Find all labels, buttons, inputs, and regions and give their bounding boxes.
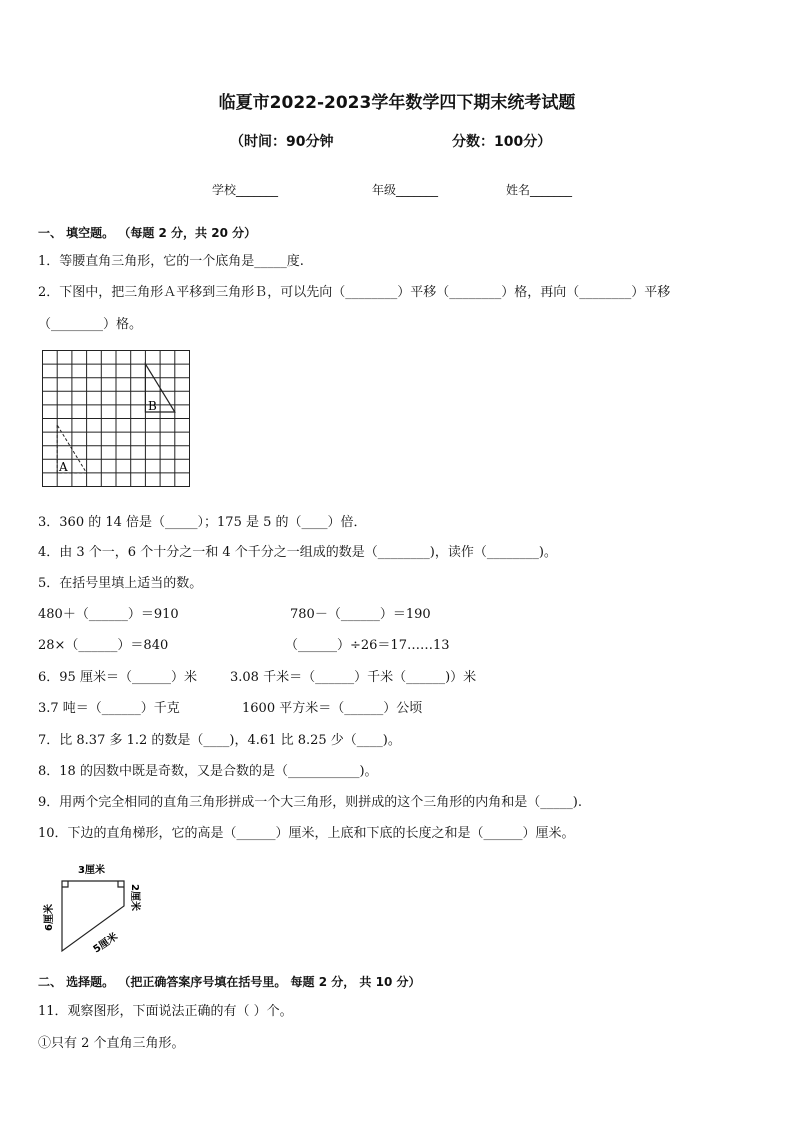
label-b: B bbox=[148, 399, 157, 413]
label-right-2cm: 2厘米 bbox=[129, 884, 140, 911]
question-7: 7．比 8.37 多 1.2 的数是（____)，4.61 比 8.25 少（____)。 bbox=[38, 733, 401, 748]
question-5-item-4: （______）÷26＝17……13 bbox=[285, 638, 450, 653]
question-8: 8．18 的因数中既是奇数，又是合数的是（___________)。 bbox=[38, 764, 378, 779]
question-6-item-2: 3.08 千米＝（______）千米（______)）米 bbox=[230, 670, 477, 685]
question-5-item-2: 780－（______）＝190 bbox=[290, 607, 431, 622]
question-6-item-1: 6．95 厘米＝（______）米 bbox=[38, 670, 197, 685]
label-a: A bbox=[59, 460, 68, 474]
question-3: 3．360 的 14 倍是（_____）；175 是 5 的（____）倍． bbox=[38, 515, 367, 530]
question-4: 4．由 3 个一，6 个十分之一和 4 个千分之一组成的数是（________)，读作（________)。 bbox=[38, 545, 557, 560]
exam-time: （时间：90分钟 bbox=[230, 134, 334, 150]
name-field: 姓名_______ bbox=[506, 183, 573, 197]
question-6-item-3: 3.7 吨＝（______）千克 bbox=[38, 701, 180, 716]
grade-field: 年级_______ bbox=[372, 183, 439, 197]
question-1: 1．等腰直角三角形，它的一个底角是_____度. bbox=[38, 254, 304, 269]
question-2-line-1: 2．下图中，把三角形Ａ平移到三角形Ｂ，可以先向（________）平移（________）格，再向（________）平移 bbox=[38, 285, 671, 300]
page-title: 临夏市2022-2023学年数学四下期末统考试题 bbox=[218, 93, 576, 113]
question-10: 10．下边的直角梯形，它的高是（______）厘米，上底和下底的长度之和是（______）厘米。 bbox=[38, 826, 575, 841]
label-top-3cm: 3厘米 bbox=[78, 865, 105, 876]
question-6-item-4: 1600 平方米＝（______）公顷 bbox=[242, 701, 423, 716]
question-11-option-1: ①只有 2 个直角三角形。 bbox=[38, 1036, 185, 1051]
question-5-item-3: 28×（______）＝840 bbox=[38, 638, 169, 653]
trapezoid-figure bbox=[40, 856, 150, 966]
question-9: 9．用两个完全相同的直角三角形拼成一个大三角形，则拼成的这个三角形的内角和是（_____). bbox=[38, 795, 582, 810]
question-2-line-2: （________）格。 bbox=[38, 317, 143, 332]
section-heading-2: 二、 选择题。 （把正确答案序号填在括号里。 每题 2 分， 共 10 分） bbox=[38, 975, 421, 989]
translation-grid bbox=[42, 350, 192, 488]
question-11: 11．观察图形，下面说法正确的有（ ）个。 bbox=[38, 1004, 293, 1019]
school-field: 学校_______ bbox=[212, 183, 279, 197]
label-left-6cm: 6厘米 bbox=[44, 904, 55, 931]
exam-score: 分数：100分） bbox=[452, 134, 552, 150]
question-5: 5．在括号里填上适当的数。 bbox=[38, 576, 203, 591]
question-5-item-1: 480＋（______）＝910 bbox=[38, 607, 179, 622]
label-slant-5cm: 5厘米 bbox=[91, 931, 121, 956]
section-heading-1: 一、 填空题。 （每题 2 分，共 20 分） bbox=[38, 226, 257, 240]
